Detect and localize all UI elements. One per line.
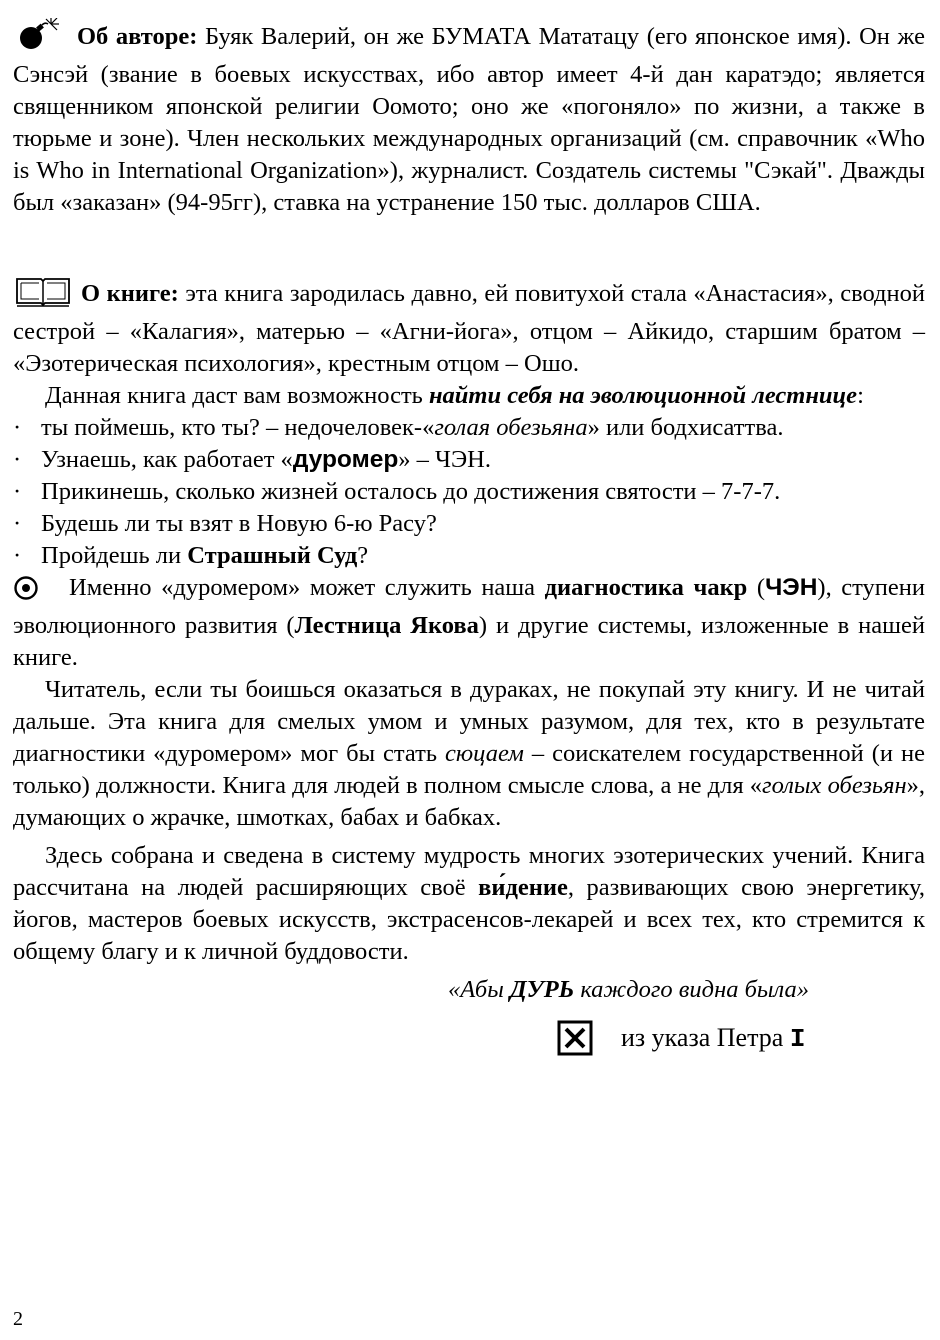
list-item xyxy=(13,444,925,476)
bullet-text: Пройдешь ли xyxy=(41,542,188,569)
wisdom-bold: ви́дение xyxy=(478,874,568,901)
diagnostics-paragraph xyxy=(13,572,925,674)
page-number: 2 xyxy=(13,1308,23,1330)
bullet-marker: · xyxy=(13,542,22,569)
reader-italic: сюцаем xyxy=(445,740,524,767)
diag-bold: ЧЭН xyxy=(765,574,818,601)
bullet-text: Узнаешь, как работает « xyxy=(41,446,293,473)
wisdom-paragraph xyxy=(13,840,925,968)
list-item xyxy=(13,508,925,540)
reader-italic: голых обезьян xyxy=(762,772,907,799)
bullet-list xyxy=(13,412,925,572)
bullet-marker: · xyxy=(13,446,22,473)
intro-paragraph xyxy=(13,380,925,412)
diag-text: ( xyxy=(747,574,766,601)
boxed-x-icon xyxy=(557,1020,593,1056)
diag-bold: диагностика чакр xyxy=(544,574,748,601)
reader-text: », думающих о жрачке, шмотках, бабах и бабках. xyxy=(13,772,925,831)
page-content xyxy=(13,18,925,1056)
bullet-text: » – ЧЭН. xyxy=(398,446,491,473)
author-text: Буяк Валерий, он же БУМАТА Мататацу (его японское имя). Он же Сэнсэй (звание в боевых искусствах, ибо автор имеет 4-й дан каратэдо; является священником японской религии Оомото; оно же «погоняло» по жизни, а также в тюрьме и зоне). Член нескольких международных организаций (см. справочник «Who is Who in International Organization»), журналист. Создатель системы "Сэкай". Дважды был «заказан» (94-95гг), ставка на устранение 150 тыс. долларов США. xyxy=(13,23,925,216)
motto xyxy=(13,974,925,1006)
wisdom-text: Здесь собрана и сведена в систему мудрость многих эзотерических учений. Книга рассчитана на людей расширяющих своё xyxy=(13,842,925,901)
list-item xyxy=(13,540,925,572)
motto-text: каждого видна была» xyxy=(574,976,809,1003)
decree-numeral: I xyxy=(789,1023,806,1054)
decree-attribution xyxy=(557,1020,925,1056)
diag-bold: Лестница Якова xyxy=(294,612,479,639)
bullet-marker: · xyxy=(13,414,22,441)
diag-text: Именно «дуромером» может служить наша xyxy=(69,574,545,601)
circled-dot-icon xyxy=(13,575,39,610)
bullet-emphasis: голая обезьяна xyxy=(434,414,588,441)
reader-text: – соискателем государственной (и не только) должности. Книга для людей в полном смысле слова, а не для « xyxy=(13,740,925,799)
bullet-text: » или бодхисаттва. xyxy=(587,414,784,441)
book-label: О книге: xyxy=(81,280,179,307)
bullet-bold: Страшный Суд xyxy=(187,542,358,569)
reader-text: Читатель, если ты боишься оказаться в дураках, не покупай эту книгу. И не читай дальше. Эта книга для смелых умом и умных разумом, для тех, кто в результате диагностики «дуромером» мог бы стать xyxy=(13,676,925,767)
wisdom-text: , развивающих свою энергетику, йогов, мастеров боевых искусств, экстрасенсов-лекарей и всех тех, кто стремится к общему благу и к личной буддовости. xyxy=(13,874,926,965)
motto-text: «Абы xyxy=(448,976,510,1003)
intro-text: Данная книга даст вам возможность xyxy=(45,382,429,409)
bullet-text: ? xyxy=(357,542,369,569)
author-paragraph xyxy=(13,18,925,219)
motto-bold: ДУРЬ xyxy=(509,976,575,1003)
bullet-text: Будешь ли ты взят в Новую 6-ю Расу? xyxy=(41,510,437,537)
list-item xyxy=(13,412,925,444)
book-paragraph xyxy=(13,275,925,380)
decree-text: из указа Петра xyxy=(621,1022,790,1052)
bullet-text: ты поймешь, кто ты? – недочеловек-« xyxy=(41,414,435,441)
bullet-text: Прикинешь, сколько жизней осталось до достижения святости – 7-7-7. xyxy=(41,478,781,505)
author-label: Об авторе: xyxy=(77,23,198,50)
intro-emphasis: найти себя на эволюционной лестнице xyxy=(428,382,858,409)
bullet-marker: · xyxy=(13,478,22,505)
bullet-marker: · xyxy=(13,510,22,537)
bomb-icon xyxy=(13,18,69,59)
intro-colon: : xyxy=(857,382,864,409)
diag-text: ), ступени эволюционного развития ( xyxy=(13,574,925,639)
reader-paragraph xyxy=(13,674,925,834)
open-book-icon xyxy=(13,275,73,316)
list-item xyxy=(13,476,925,508)
book-text: эта книга зародилась давно, ей повитухой стала «Анастасия», сводной сестрой – «Калагия», матерью – «Агни-йога», отцом – Айкидо, старшим братом – «Эзотерическая психология», крестным отцом – Ошо. xyxy=(13,280,925,377)
bullet-bold: дуромер xyxy=(292,446,399,473)
diag-text: ) и другие системы, изложенные в нашей книге. xyxy=(13,612,925,671)
